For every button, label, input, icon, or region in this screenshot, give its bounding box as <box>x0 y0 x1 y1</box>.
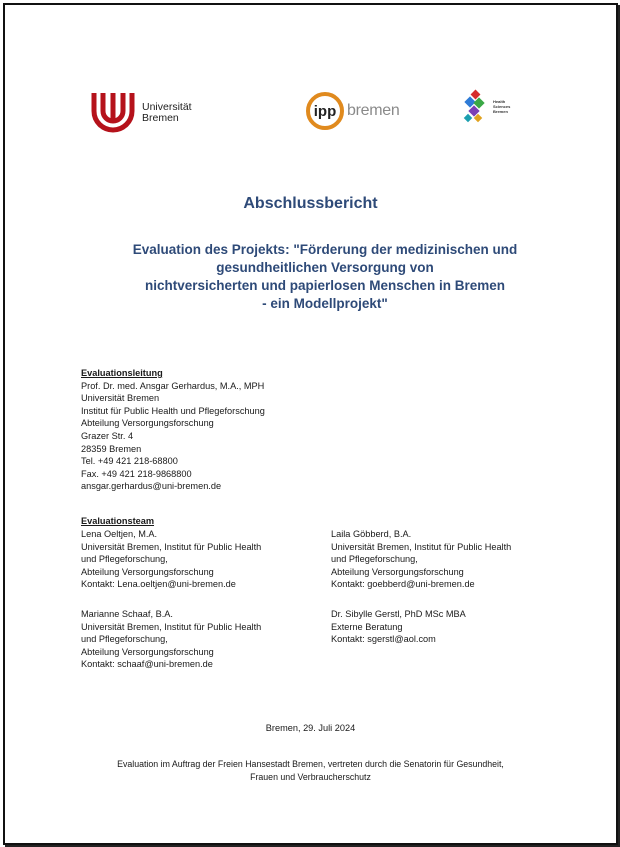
health-sciences-emblem-icon <box>461 89 491 123</box>
universitaet-bremen-logo <box>90 91 192 135</box>
member-name: Marianne Schaaf, B.A. <box>81 609 173 619</box>
ipp-bremen-text: bremen <box>347 102 400 119</box>
subtitle-line2: gesundheitlichen Versorgung von <box>216 260 434 275</box>
subtitle-line1: Evaluation des Projekts: "Förderung der medizinischen und <box>132 242 518 257</box>
commission-note-line1: Evaluation im Auftrag der Freien Hansestadt Bremen, vertreten durch die Senatorin für Gesundheit, <box>117 759 504 769</box>
evaluation-team-heading-block <box>81 515 154 528</box>
member-department: Abteilung Versorgungsforschung <box>81 646 214 657</box>
member-role: Externe Beratung <box>331 621 403 632</box>
lead-phone: Tel. +49 421 218-68800 <box>81 456 178 467</box>
team-member-oeltjen <box>81 528 261 591</box>
university-name-line1: Universität <box>142 101 192 113</box>
member-contact: Kontakt: goebberd@uni-bremen.de <box>331 579 475 590</box>
evaluation-team-heading: Evaluationsteam <box>81 516 155 526</box>
lead-department: Abteilung Versorgungsforschung <box>81 418 214 429</box>
member-affiliation-cont: und Pflegeforschung, <box>81 554 168 565</box>
team-member-schaaf <box>81 608 261 671</box>
evaluation-lead-block <box>81 367 265 493</box>
ipp-mark-text: ipp <box>313 103 337 120</box>
member-affiliation: Universität Bremen, Institut für Public Health <box>81 621 262 632</box>
ipp-circle-icon <box>305 91 345 131</box>
report-subtitle <box>105 241 545 313</box>
university-u-emblem-icon <box>90 91 136 135</box>
member-name: Laila Göbberd, B.A. <box>331 529 412 539</box>
member-contact: Kontakt: schaaf@uni-bremen.de <box>81 659 213 670</box>
lead-university: Universität Bremen <box>81 393 160 404</box>
lead-institute: Institut für Public Health und Pflegeforschung <box>81 405 265 416</box>
commission-note-line2: Frauen und Verbraucherschutz <box>250 772 371 782</box>
evaluation-lead-heading: Evaluationsleitung <box>81 368 163 378</box>
member-contact: Kontakt: Lena.oeltjen@uni-bremen.de <box>81 579 236 590</box>
team-member-goebberd <box>331 528 511 591</box>
health-sciences-name <box>493 99 510 114</box>
member-affiliation: Universität Bremen, Institut für Public Health <box>81 541 262 552</box>
member-affiliation-cont: und Pflegeforschung, <box>331 554 418 565</box>
member-name: Lena Oeltjen, M.A. <box>81 529 158 539</box>
hsb-line2: Sciences <box>493 103 511 109</box>
university-name <box>142 102 192 124</box>
member-name: Dr. Sibylle Gerstl, PhD MSc MBA <box>331 609 466 619</box>
hsb-line1: Health <box>493 98 506 104</box>
report-cover-page <box>3 3 618 845</box>
member-contact: Kontakt: sgerstl@aol.com <box>331 634 436 645</box>
lead-name: Prof. Dr. med. Ansgar Gerhardus, M.A., MPH <box>81 380 265 391</box>
subtitle-line4: - ein Modellprojekt" <box>262 296 388 311</box>
member-affiliation: Universität Bremen, Institut für Public Health <box>331 541 512 552</box>
commission-note <box>45 758 576 784</box>
lead-street: Grazer Str. 4 <box>81 430 134 441</box>
lead-city: 28359 Bremen <box>81 443 142 454</box>
subtitle-line3: nichtversicherten und papierlosen Menschen in Bremen <box>144 278 506 293</box>
team-member-gerstl <box>331 608 466 646</box>
member-department: Abteilung Versorgungsforschung <box>331 566 464 577</box>
member-department: Abteilung Versorgungsforschung <box>81 566 214 577</box>
hsb-line3: Bremen <box>493 108 508 114</box>
report-title: Abschlussbericht <box>243 195 378 212</box>
health-sciences-bremen-logo <box>461 89 510 123</box>
member-affiliation-cont: und Pflegeforschung, <box>81 634 168 645</box>
university-name-line2: Bremen <box>142 112 179 124</box>
lead-fax: Fax. +49 421 218-9868800 <box>81 468 192 479</box>
ipp-bremen-logo <box>305 91 399 131</box>
report-date: Bremen, 29. Juli 2024 <box>265 723 356 733</box>
lead-email: ansgar.gerhardus@uni-bremen.de <box>81 481 222 492</box>
